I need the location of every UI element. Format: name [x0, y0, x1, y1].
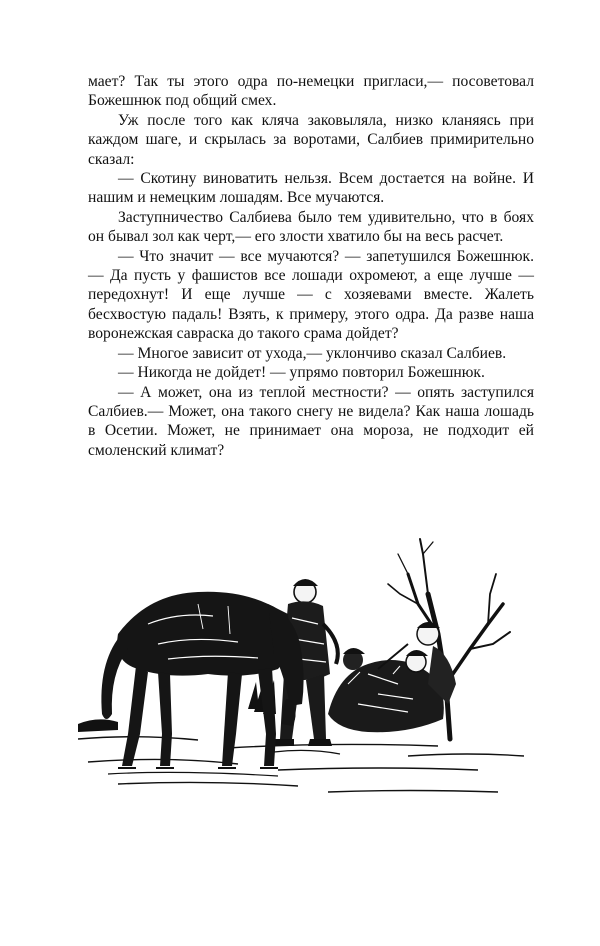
soldiers-group	[328, 622, 456, 732]
paragraph-2: Уж после того как кляча заковыляла, низко кланяясь при каждом шаге, и скрылась за воротами, Салбиев примирительно сказал:	[88, 111, 534, 168]
paragraph-6: — Многое зависит от ухода,— уклончиво сказал Салбиев.	[118, 344, 507, 362]
paragraph-7: — Никогда не дойдет! — упрямо повторил Божешнюк.	[118, 364, 485, 382]
ground-lines	[78, 737, 524, 792]
paragraph-4: Заступничество Салбиева было тем удивительно, что в боях он бывал зол как черт,— его злости хватило бы на весь расчет.	[88, 208, 534, 246]
paragraph-1: мает? Так ты этого одра по-немецки пригласи,— посоветовал Божешнюк под общий смех.	[88, 73, 534, 110]
horse	[101, 592, 303, 768]
paragraph-8: — А может, она из теплой местности? — опять заступился Салбиев.— Может, она такого снегу не видела? Как наша лошадь в Осетии. Может, не принимает она мороза, не подходит ей смоленский климат?	[88, 383, 534, 459]
paragraph-3: — Скотину виноватить нельзя. Всем достается на войне. И нашим и немецким лошадям. Все мучаются.	[88, 170, 534, 207]
page-text	[88, 72, 534, 460]
paragraph-5: — Что значит — все мучаются? — запетушился Божешнюк.— Да пусть у фашистов все лошади охромеют, а еще лучше — передохнут! И еще лучше — с хозяевами вместе. Жалеть бесхвостую падаль! Взять, к примеру, этого одра. Да разве наша воронежская савраска до такого срама дойдет?	[88, 247, 534, 343]
illustration-drawing	[78, 534, 524, 804]
illustration-horse-soldiers	[78, 534, 524, 804]
